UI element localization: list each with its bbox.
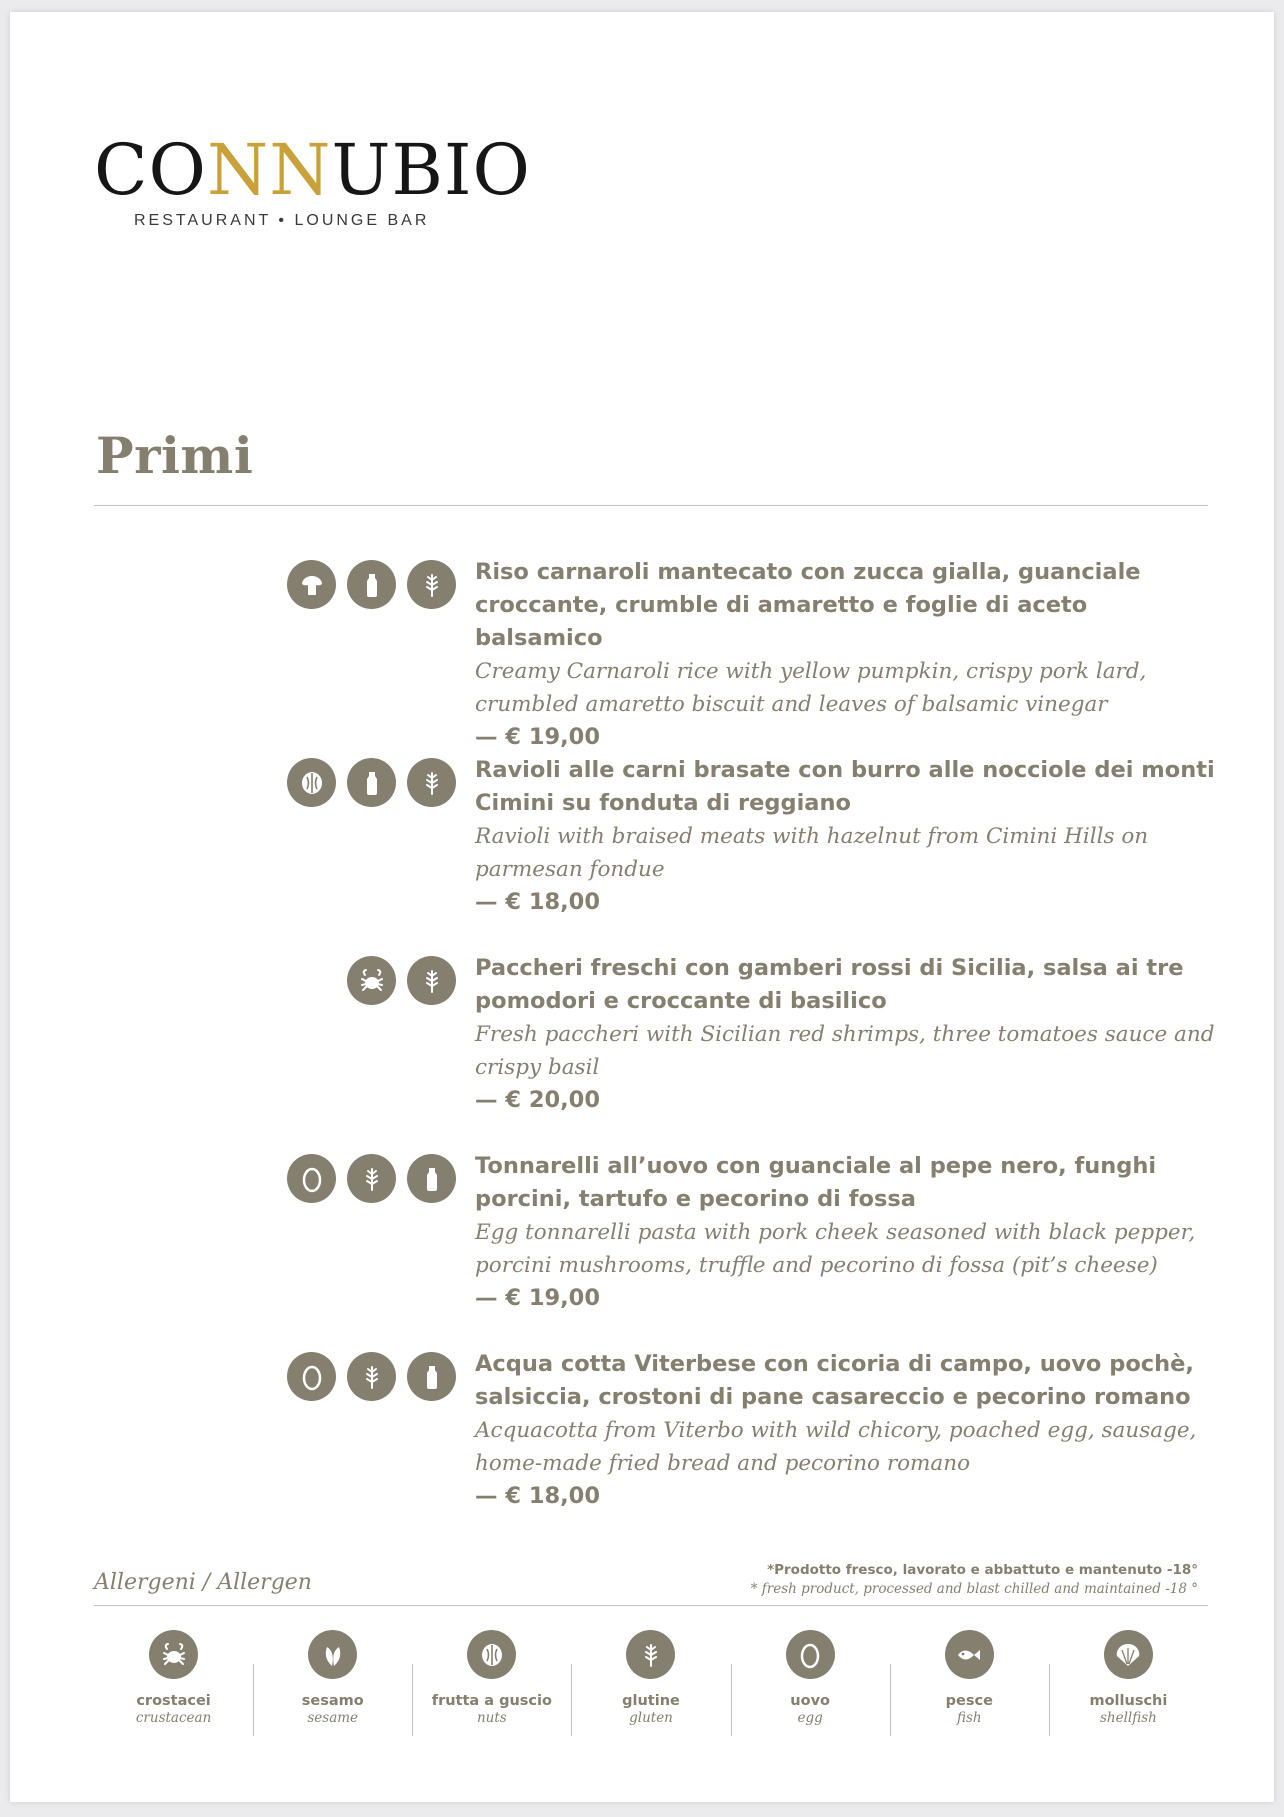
allergen-name-en: sesame <box>307 1710 359 1726</box>
freshness-note-en: * fresh product, processed and blast chilled and maintained -18 ° <box>750 1581 1198 1597</box>
menu-page <box>10 12 1274 1802</box>
allergen-name-it: crostacei <box>136 1693 211 1709</box>
dish-name-en: Fresh paccheri with Sicilian red shrimps, three tomatoes sauce and crispy basil <box>475 1022 1215 1080</box>
dish-price: — € 20,00 <box>475 1087 600 1113</box>
dish-name-en: Ravioli with braised meats with hazelnut from Cimini Hills on parmesan fondue <box>475 824 1149 882</box>
shell-icon <box>1104 1630 1153 1679</box>
allergen-name-it: frutta a guscio <box>431 1693 552 1709</box>
allergen-name-it: pesce <box>945 1693 993 1709</box>
milk-icon <box>347 758 396 807</box>
dish-name-it: Tonnarelli all’uovo con guanciale al pepe nero, funghi porcini, tartufo e pecorino di fossa <box>475 1153 1157 1212</box>
allergen-legend <box>94 1630 1208 1734</box>
section-title: Primi <box>96 426 254 485</box>
allergen-legend-item <box>412 1630 571 1734</box>
logo-gold-mark: NN <box>206 129 332 211</box>
freshness-note-it: *Prodotto fresco, lavorato e abbattuto e mantenuto -18° <box>767 1562 1198 1578</box>
dish-name-it: Paccheri freschi con gamberi rossi di Sicilia, salsa ai tre pomodori e croccante di basilico <box>475 955 1184 1014</box>
milk-icon <box>407 1352 456 1401</box>
egg-icon <box>287 1154 336 1203</box>
dish-price: — € 19,00 <box>475 724 600 750</box>
allergen-legend-item <box>571 1630 730 1734</box>
dish-name-en: Creamy Carnaroli rice with yellow pumpkin, crispy pork lard, crumbled amaretto biscuit and leaves of balsamic vinegar <box>475 659 1147 717</box>
wheat-icon <box>407 560 456 609</box>
allergen-name-en: egg <box>797 1710 823 1726</box>
allergen-name-it: molluschi <box>1089 1693 1168 1709</box>
freshness-note <box>751 1561 1198 1599</box>
nut-icon <box>467 1630 516 1679</box>
dish-allergen-icons <box>287 560 456 609</box>
allergen-name-en: fish <box>956 1710 982 1726</box>
allergen-legend-item <box>731 1630 890 1734</box>
allergen-divider <box>94 1605 1208 1606</box>
milk-icon <box>347 560 396 609</box>
wheat-icon <box>407 758 456 807</box>
logo-wordmark: CONNUBIO <box>94 129 531 211</box>
nut-icon <box>287 758 336 807</box>
allergen-legend-item <box>1049 1630 1208 1734</box>
allergen-name-en: gluten <box>629 1710 673 1726</box>
wheat-icon <box>347 1154 396 1203</box>
allergen-name-it: sesamo <box>301 1693 364 1709</box>
dish-text <box>475 952 1215 1117</box>
allergen-name-en: crustacean <box>135 1710 212 1726</box>
restaurant-logo <box>94 129 531 230</box>
egg-icon <box>786 1630 835 1679</box>
dish-text <box>475 754 1215 919</box>
logo-tagline: RESTAURANT • LOUNGE BAR <box>134 212 430 229</box>
dish-price: — € 19,00 <box>475 1285 600 1311</box>
dish-name-en: Acquacotta from Viterbo with wild chicory, poached egg, sausage, home-made fried bread and pecorino romano <box>475 1418 1197 1476</box>
dish-text <box>475 556 1215 754</box>
dish-name-it: Riso carnaroli mantecato con zucca gialla, guanciale croccante, crumble di amaretto e foglie di aceto balsamico <box>475 559 1141 651</box>
allergen-legend-item <box>94 1630 253 1734</box>
dish-name-en: Egg tonnarelli pasta with pork cheek seasoned with black pepper, porcini mushrooms, truffle and pecorino di fossa (pit’s cheese) <box>475 1220 1196 1278</box>
dish-name-it: Ravioli alle carni brasate con burro alle nocciole dei monti Cimini su fonduta di reggiano <box>475 757 1215 816</box>
mushroom-icon <box>287 560 336 609</box>
allergen-name-it: uovo <box>790 1693 830 1709</box>
allergen-legend-item <box>890 1630 1049 1734</box>
allergen-name-en: nuts <box>476 1710 507 1726</box>
wheat-icon <box>407 956 456 1005</box>
dish-text <box>475 1150 1215 1315</box>
dish-price: — € 18,00 <box>475 889 600 915</box>
dish-allergen-icons <box>287 758 456 807</box>
seed-icon <box>308 1630 357 1679</box>
dish-name-it: Acqua cotta Viterbese con cicoria di campo, uovo pochè, salsiccia, crostoni di pane casareccio e pecorino romano <box>475 1351 1194 1410</box>
dish-allergen-icons <box>287 1154 456 1203</box>
dish-text <box>475 1348 1215 1513</box>
milk-icon <box>407 1154 456 1203</box>
allergen-title: Allergeni / Allergen <box>94 1570 312 1595</box>
section-divider <box>94 505 1208 506</box>
allergen-name-en: shellfish <box>1099 1710 1157 1726</box>
wheat-icon <box>626 1630 675 1679</box>
dish-allergen-icons <box>347 956 456 1005</box>
egg-icon <box>287 1352 336 1401</box>
dish-price: — € 18,00 <box>475 1483 600 1509</box>
allergen-legend-item <box>253 1630 412 1734</box>
wheat-icon <box>347 1352 396 1401</box>
dish-allergen-icons <box>287 1352 456 1401</box>
allergen-name-it: glutine <box>622 1693 680 1709</box>
crab-icon <box>149 1630 198 1679</box>
crab-icon <box>347 956 396 1005</box>
fish-icon <box>945 1630 994 1679</box>
